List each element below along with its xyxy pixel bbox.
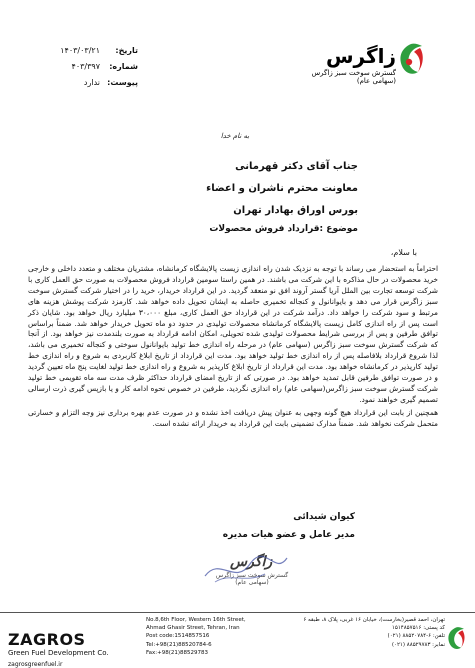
salutation: با سلام،	[390, 248, 417, 257]
meta-value: ندارد	[83, 77, 100, 87]
addressee-organization: بورس اوراق بهادار تهران	[233, 205, 358, 216]
addressee-name: جناب آقای دکتر قهرمانی	[235, 161, 358, 172]
meta-value: ۱۴۰۳/۰۳/۲۱	[60, 45, 100, 55]
meta-number	[28, 58, 138, 74]
footer-brand: ZAGROS	[8, 630, 86, 649]
logo-text: زاگرس	[325, 44, 396, 68]
signer-title: مدیر عامل و عضو هیات مدیره	[222, 530, 355, 540]
footer-logo-icon	[445, 626, 467, 652]
address-line: تهران، احمد قصیر(بخارست)، خیابان ۱۶ غربی، پلاک ۸، طبقه ۶	[303, 617, 445, 623]
address-line: کد پستی: ۱۵۱۴۸۵۷۵۱۶	[391, 625, 445, 632]
address-line: No.8,6th Floor, Western 16th Street,	[146, 617, 246, 623]
body-paragraph: همچنین از بابت این قرارداد هیچ گونه وجهی به عنوان پیش دریافت اخذ نشده و در صورت عدم بهره برداری نیز وجه التزام و خسارتی متحمل شرکت نخواهد شد. ضمناً مدارک تضمینی بابت این قرارداد به خریدار ارائه نشده است.	[28, 407, 438, 428]
address-line: Ahmad Ghasir Street, Tehran, Iran	[146, 625, 240, 632]
meta-label: تاریخ:	[115, 45, 138, 55]
meta-attachment	[28, 74, 138, 90]
address-line: Tel:+98(21)88520784-6	[146, 641, 212, 648]
meta-date	[28, 42, 138, 58]
footer-address-en	[146, 616, 246, 657]
addressee-block	[118, 156, 358, 222]
footer-brand-subtitle: Green Fuel Development Co.	[8, 649, 109, 657]
footer-divider	[0, 612, 475, 613]
stamp-subtitle: گسترش سوخت سبز زاگرس (سهامی عام)	[215, 572, 289, 586]
logo-subtitle: گسترش سوخت سبز زاگرس (سهامی عام)	[311, 69, 396, 85]
signer-name: کیوان شیدائی	[293, 512, 355, 522]
subject-line: موضوع :قرارداد فروش محصولات	[209, 224, 358, 234]
address-line: تلفن: ۶-۸۸۵۲۰۷۸۴ (۰۲۱)	[387, 633, 445, 640]
address-line: نمابر: ۸۸۵۲۹۷۸۳ (۰۲۱)	[391, 641, 445, 648]
meta-value: ۴۰۳/۳۹۷	[71, 61, 100, 71]
company-logo-icon	[396, 42, 426, 78]
body-paragraph: احتراماً به استحضار می رساند با توجه به نزدیک شدن راه اندازی زیست پالایشگاه کرمانشاه، مشتریان مختلف و متعدد داخلی و خارجی خرید محصولات در حال مذاکره با این شرکت می باشند. در همین راستا سومین قرارداد فروش محصولات به صورت حق العمل کاری با شرکت توسعه تجارت بین الملل آریا گستر آروند افق نو منعقد گردید. در این قرارداد خریدار، خرید را در اختیار شرکت گسترش سوخت سبز زاگرس قرار می دهد و بایوانانول و کنجاله تخمیری حاصله به ایشان تحویل داده خواهد شد. کارمزد شرکت پوشش هزینه های مرتبط و سود شرکت را خواهد داد. درآمد شرکت در این قرارداد حق العمل کاری، مبلغ ۳۰،۰۰۰ میلیارد ریال خواهد بود. شایان ذکر است پس از راه اندازی کامل زیست پالایشگاه کرمانشاه محصولات تولیدی در حدود دو ماه تحویل خریدار خواهد شد. ضمناً براساس توافق طرفین و پس از بررسی شرایط محصولات تولیدی شده تحویلی، امکان ادامه قرارداد به صورت بلندمدت نیز خواهد بود. از آنجا که شرکت گسترش سوخت سبز زاگرس (سهامی عام) در مرحله راه اندازی خط تولید بایوانانول سوختی و کنجاله تخمیری می باشد، لذا شروع قرارداد بلافاصله پس از راه اندازی خط تولید خواهد بود. مدت این قرارداد از تاریخ ابلاغ کاربردی به شروع و راه اندازی خط تولید کارپذیر در کرمانشاه خواهد بود. مدت این قرارداد از تاریخ ابلاغ کارپذیر به شروع و راه اندازی خط تولید لغایت پنج ماه تعیین گردید و در صورت توافق طرفین قابل تمدید خواهد بود. در صورتی که از تاریخ امضای قرارداد حداکثر ظرف مدت سه ماه تقویمی خط تولید شرکت گسترش سوخت سبز زاگرس(سهامی عام) راه اندازی نگردید، طرفین در خصوص نحوه ادامه کار و یا بازپس گیری ذرت ارسالی تصمیم گیری خواهند نمود.	[27, 264, 439, 404]
letter-body	[28, 264, 438, 432]
signature-scribble-icon	[195, 546, 295, 594]
meta-label: پیوست:	[107, 77, 138, 87]
bismillah-text: به نام خدا	[220, 132, 250, 140]
meta-label: شماره:	[109, 61, 138, 71]
letter-meta	[28, 42, 138, 90]
address-line: Fax:+98(21)88529783	[146, 649, 209, 656]
stamp-brand: زاگرس	[230, 554, 273, 570]
address-line: Post code:1514857516	[146, 633, 210, 640]
letter-footer	[0, 612, 475, 668]
footer-address-fa	[285, 616, 445, 649]
signature-block	[223, 508, 355, 544]
addressee-position: معاونت محترم ناشران و اعضاء	[206, 183, 358, 194]
footer-website: zagrosgreenfuel.ir	[8, 661, 63, 668]
